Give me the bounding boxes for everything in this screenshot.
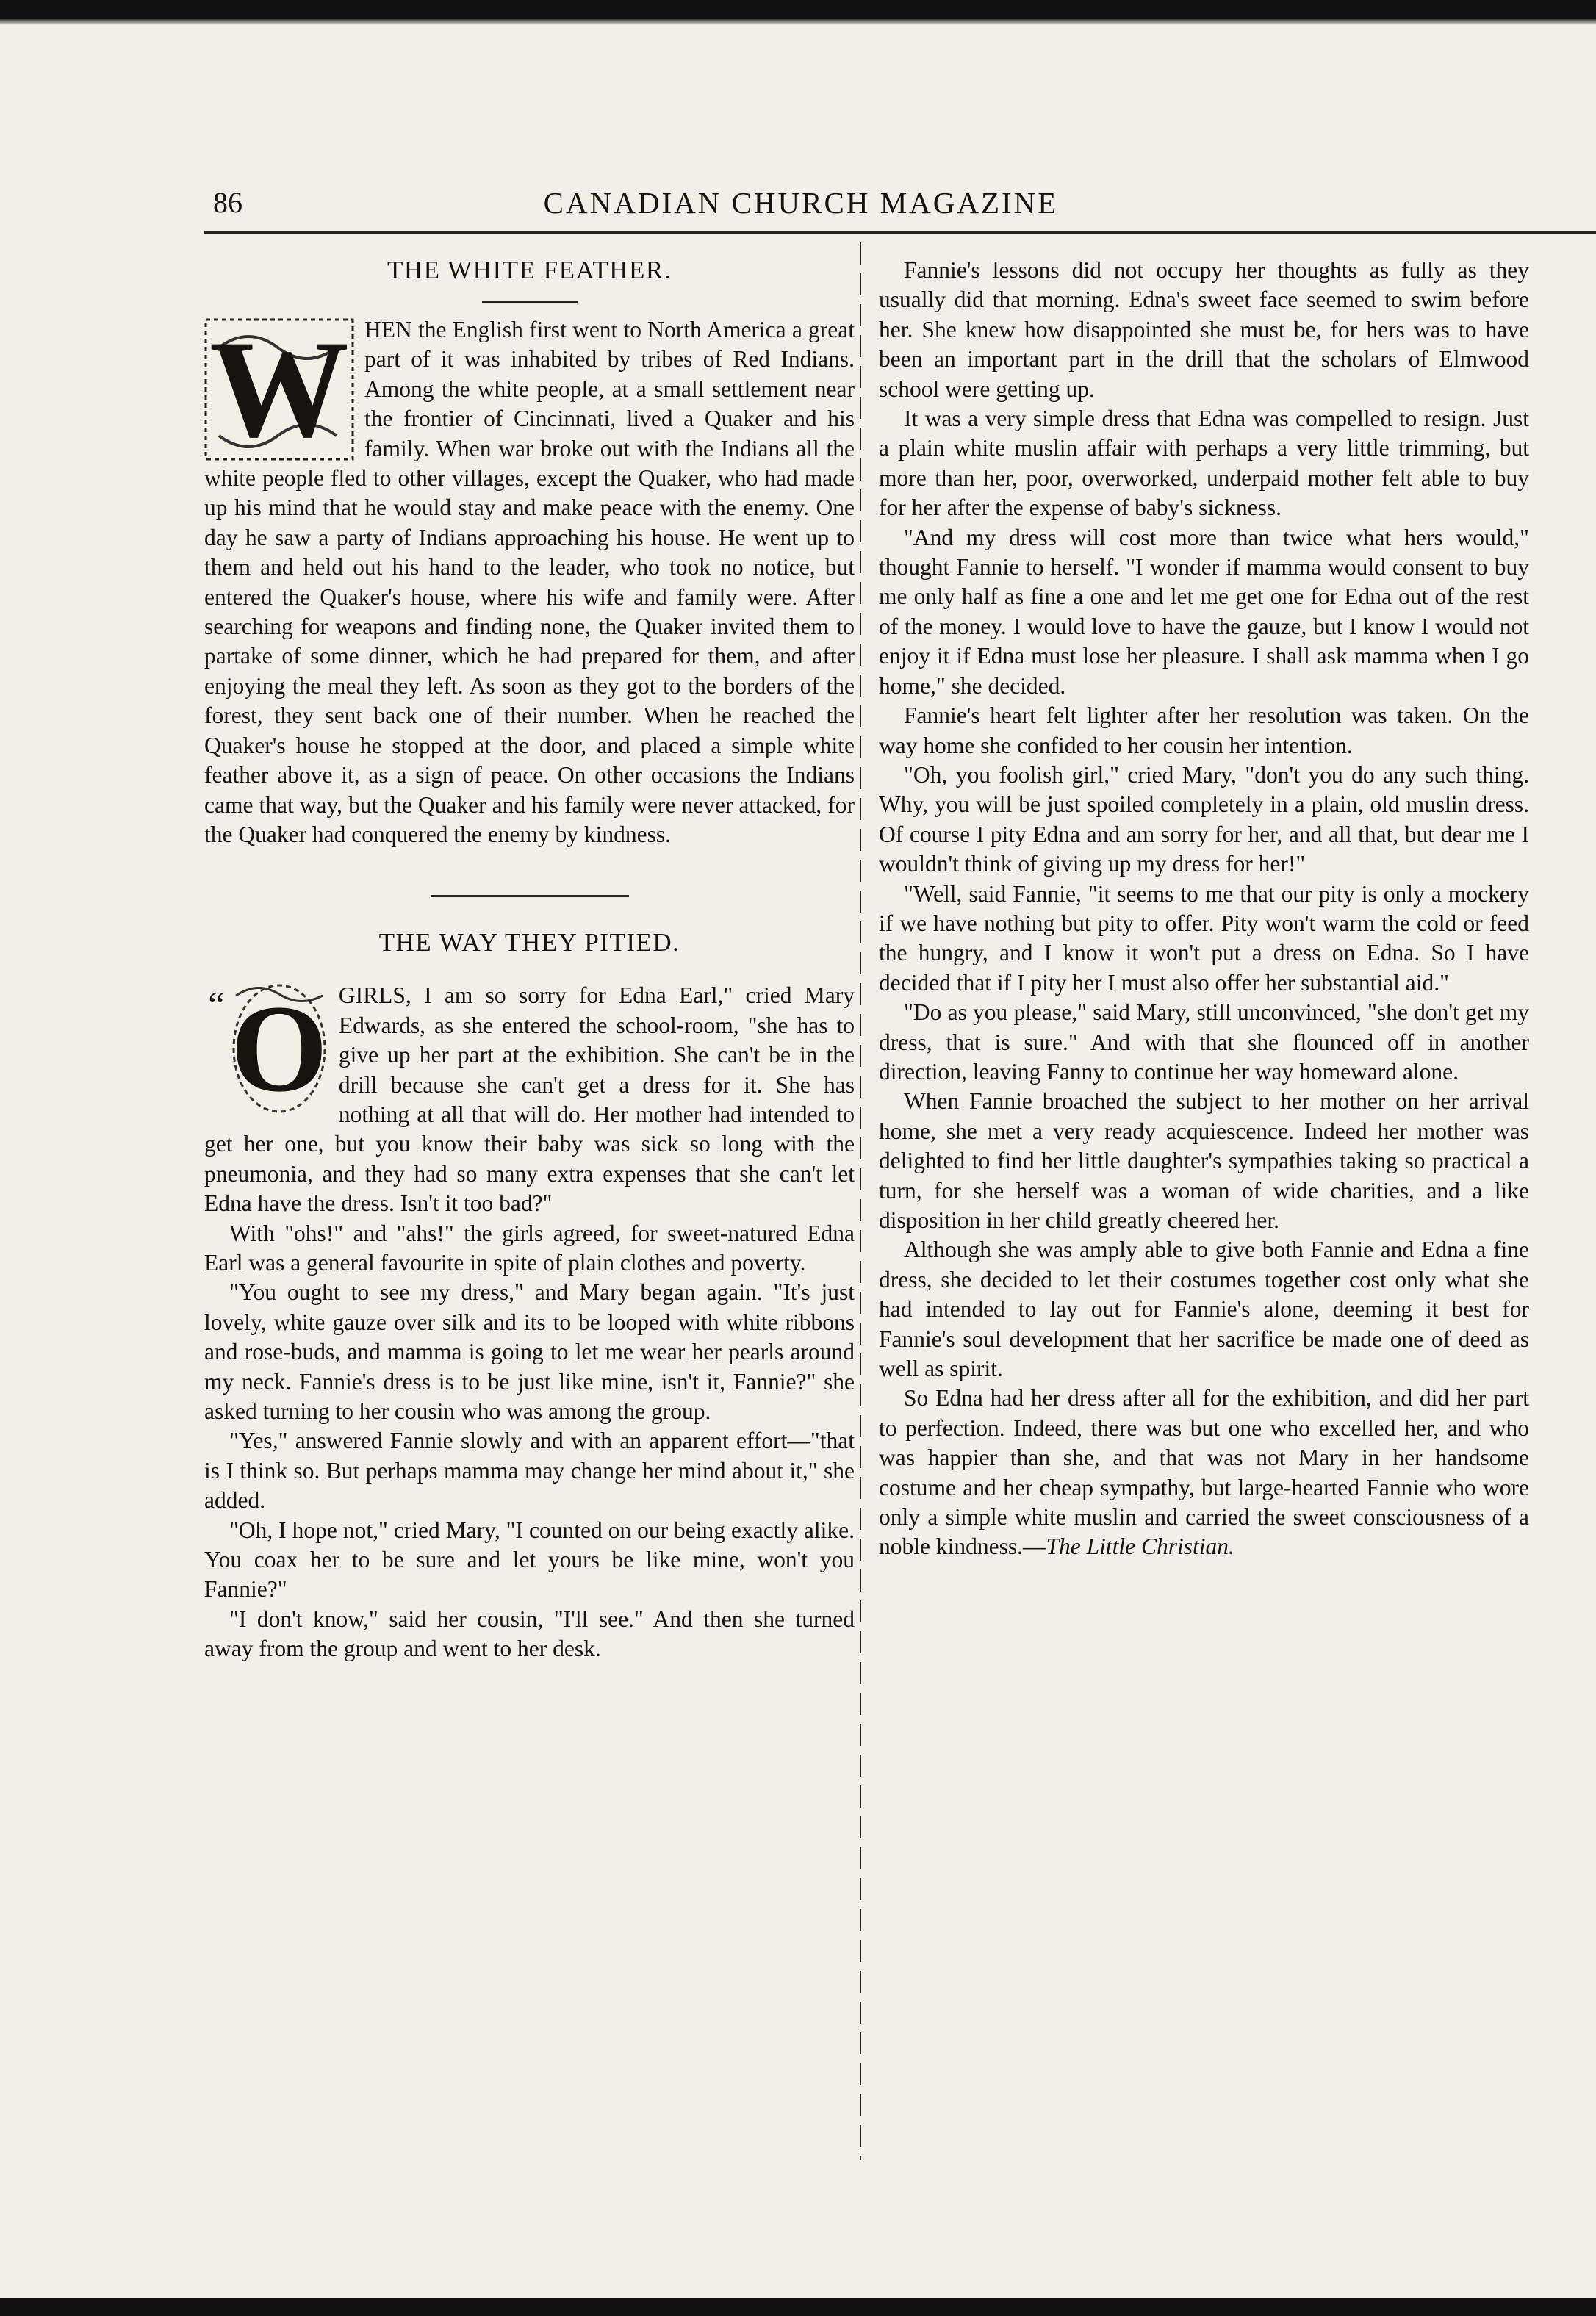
page-number: 86 <box>213 186 242 219</box>
paragraph: HEN the English first went to North America a great part of it was inhabited by tribes of Red Indians. Among the white people, at a small settlement near the frontier of Cincinnati, lived a Quaker and his family. When war broke out with the Indians all the white people fled to other villages, except the Quaker, who had made up his mind that he would stay and make peace with the enemy. One day he saw a party of Indians approaching his house. He went up to them and held out his hand to the leader, who took no notice, but entered the Quaker's house, where his wife and family were. After searching for weapons and finding none, the Quaker invited them to partake of some dinner, which he had prepared for them, and after enjoying the meal they left. As soon as they got to the borders of the forest, they sent back one of their number. When he reached the Quaker's house he stopped at the door, and placed a simple white feather above it, as a sign of peace. On other occasions the Indians came that way, but the Quaker and his family were never attacked, for the Quaker had conquered the enemy by kindness. <box>204 317 855 847</box>
article-way-they-pitied-start <box>204 981 855 1218</box>
paragraph: "Oh, I hope not," cried Mary, "I counted on our being exactly alike. You coax her to be sure and let yours be like mine, won't you Fannie?" <box>204 1517 855 1603</box>
paragraph: Fannie's lessons did not occupy her thoughts as fully as they usually did that morning. Edna's sweet face seemed to swim before her. She knew how disappointed she must be, for hers was to have been an important part in the drill that the scholars of Elmwood school were getting up. <box>879 257 1529 402</box>
paragraph-text: So Edna had her dress after all for the exhibition, and did her part to perfection. Indeed, there was but one who excelled her, and who was happier than she, and that was not Mary in her handsome costume and her cheap sympathy, but large-hearted Fannie who wore only a simple white muslin and carried the sweet consciousness of a noble kindness.— <box>879 1385 1529 1560</box>
paragraph: "I don't know," said her cousin, "I'll see." And then she turned away from the group and went to her desk. <box>204 1605 855 1662</box>
left-column <box>204 256 855 1664</box>
dropcap-w <box>204 312 354 467</box>
right-column <box>879 256 1529 1562</box>
bottom-scan-band <box>0 2298 1596 2316</box>
paragraph: "Well, said Fannie, "it seems to me that our pity is only a mockery if we have nothing but pity to offer. Pity won't warm the cold or feed the hungry, and I know it won't put a dress on Edna. So I have decided that if I pity her I must also offer her substantial aid." <box>879 880 1529 996</box>
article-separator <box>431 895 629 897</box>
source-credit: The Little Christian. <box>1046 1533 1234 1560</box>
dropcap-o <box>229 981 330 1117</box>
top-scan-band <box>0 0 1596 19</box>
article-title-way-they-pitied: THE WAY THEY PITIED. <box>378 928 680 957</box>
running-head: CANADIAN CHURCH MAGAZINE <box>543 186 1059 220</box>
paragraph: "And my dress will cost more than twice what hers would," thought Fannie to herself. "I wonder if mamma would consent to buy me only half as fine a one and let me get one for Edna out of the rest of the money. I would love to have the gauze, but I know I would not enjoy it if Edna must lose her pleasure. I shall ask mamma when I go home," she decided. <box>879 524 1529 699</box>
opening-quote: “ <box>204 985 226 1027</box>
paragraph: "Do as you please," said Mary, still unconvinced, "she don't get my dress, that is sure." And with that she flounced off in another direction, leaving Fanny to continue her way homeward alone. <box>879 999 1529 1085</box>
paragraph: GIRLS, I am so sorry for Edna Earl," cried Mary Edwards, as she entered the school-room, "she has to give up her part at the exhibition. She can't be in the drill because she can't get a dress for it. She has nothing at all that will do. Her mother had intended to get her one, but you know their baby was sick so long with the pneumonia, and they had so many extra expenses that she can't let Edna have the dress. Isn't it too bad?" <box>204 982 855 1217</box>
dropcap-letter: W <box>209 312 349 467</box>
title-rule <box>482 301 578 303</box>
paragraph: Although she was amply able to give both Fannie and Edna a fine dress, she decided to let their costumes together cost only what she had intended to lay out for Fannie's alone, deeming it best for Fannie's soul development that her sacrifice be made one of deed as well as spirit. <box>879 1237 1529 1382</box>
final-paragraph <box>879 1384 1529 1561</box>
dropcap-letter: O <box>230 979 328 1118</box>
header-rule <box>204 231 1596 234</box>
column-divider <box>860 242 861 2160</box>
paragraph: Fannie's heart felt lighter after her resolution was taken. On the way home she confided to her cousin her intention. <box>879 702 1529 758</box>
paragraph: "Yes," answered Fannie slowly and with an apparent effort—"that is I think so. But perhaps mamma may change her mind about it," she added. <box>204 1428 855 1514</box>
article-white-feather <box>204 312 855 849</box>
paragraph: When Fannie broached the subject to her mother on her arrival home, she met a very ready acquiescence. Indeed her mother was delighted to find her little daughter's sympathies taking so practical a turn, for she herself was a woman of wide charities, and a like disposition in her child greatly cheered her. <box>879 1088 1529 1233</box>
page-header <box>213 181 1389 225</box>
paragraph: "Oh, you foolish girl," cried Mary, "don't you do any such thing. Why, you will be just spoiled completely in a plain, old muslin dress. Of course I pity Edna and am sorry for her, and all that, but dear me I wouldn't think of giving up my dress for her!" <box>879 761 1529 877</box>
paragraph: "You ought to see my dress," and Mary began again. "It's just lovely, white gauze over silk and its to be looped with white ribbons and rose-buds, and mamma is going to let me wear her pearls around my neck. Fannie's dress is to be just like mine, isn't it, Fannie?" she asked turning to her cousin who was among the group. <box>204 1279 855 1424</box>
paragraph: It was a very simple dress that Edna was compelled to resign. Just a plain white muslin affair with perhaps a very little trimming, but more than her, poor, overworked, underpaid mother felt able to buy for her after the expense of baby's sickness. <box>879 406 1529 521</box>
top-scan-shadow <box>0 19 1596 25</box>
paragraph: With "ohs!" and "ahs!" the girls agreed, for sweet-natured Edna Earl was a general favourite in spite of plain clothes and poverty. <box>204 1220 855 1276</box>
article-title-white-feather: THE WHITE FEATHER. <box>387 256 672 284</box>
